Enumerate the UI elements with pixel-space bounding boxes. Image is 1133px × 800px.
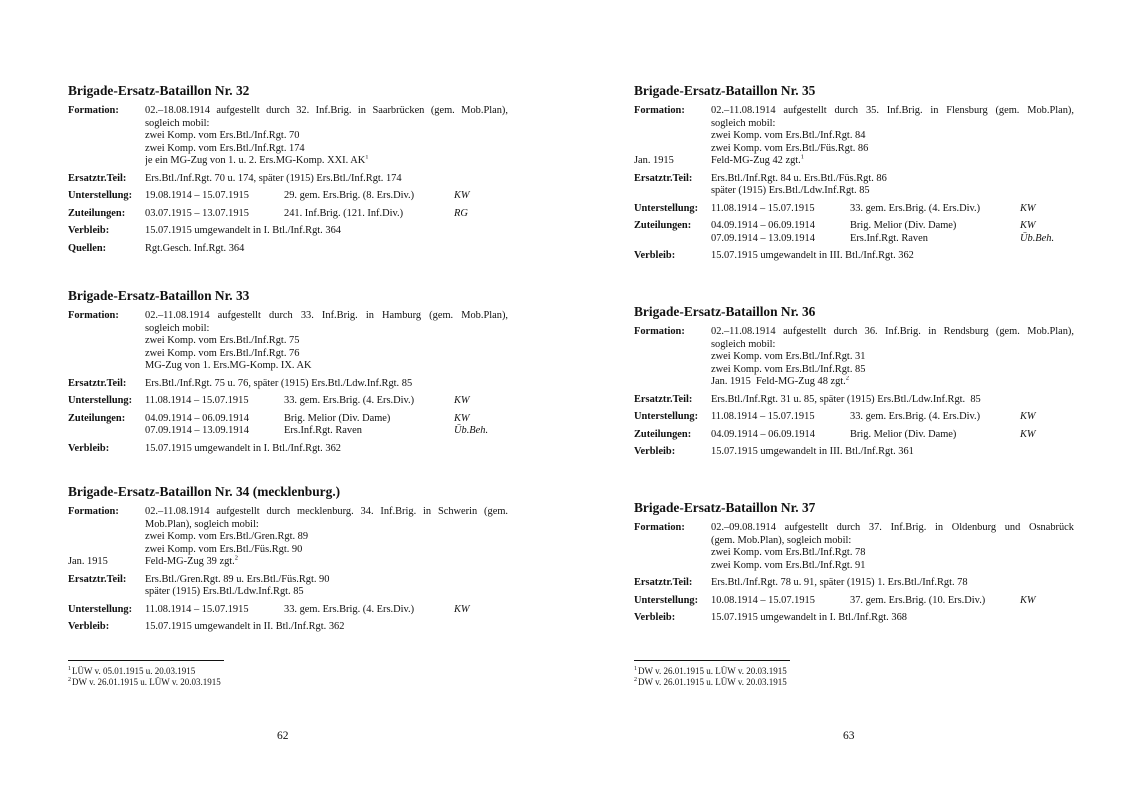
ersatz-line: Ers.Btl./Inf.Rgt. 31 u. 85, später (1915) Ers.Btl./Ldw.Inf.Rgt. 85 — [711, 393, 981, 405]
zuteilungen-row — [68, 413, 508, 438]
footnote-number: 2 — [68, 677, 71, 683]
entry-period: 11.08.1914 – 15.07.1915 — [145, 603, 249, 615]
field-label: Formation: — [634, 326, 685, 337]
ersatz-row — [68, 173, 508, 186]
field-label: Ersatztr.Teil: — [634, 577, 693, 588]
verbleib-text: 15.07.1915 umgewandelt in II. Btl./Inf.Rgt. 362 — [145, 621, 345, 632]
field-label: Unterstellung: — [634, 411, 699, 422]
footnote-ref: 1 — [365, 155, 369, 161]
footnote-text: DW v. 26.01.1915 u. LÜW v. 20.03.1915 — [638, 677, 787, 687]
quellen-row — [68, 243, 508, 256]
entry-period: 11.08.1914 – 15.07.1915 — [711, 202, 815, 214]
formation-line: 02.–11.08.1914 aufgestellt durch 36. Inf.Brig. in Rendsburg (gem. Mob.Plan), — [711, 326, 1074, 337]
verbleib-text: 15.07.1915 umgewandelt in I. Btl./Inf.Rgt. 368 — [711, 612, 907, 623]
footnote — [634, 666, 787, 677]
page-left — [68, 0, 508, 800]
footnote-number: 2 — [634, 677, 637, 683]
formation-line: zwei Komp. vom Ers.Btl./Inf.Rgt. 85 — [711, 363, 866, 375]
formation-row — [68, 310, 508, 373]
formation-line — [711, 376, 1074, 389]
unit-section — [68, 483, 508, 634]
field-label: Verbleib: — [634, 612, 676, 623]
formation-line: (gem. Mob.Plan), sogleich mobil: — [711, 534, 852, 546]
verbleib-row — [634, 446, 1074, 459]
formation-row — [68, 506, 508, 556]
zuteilungen-row — [634, 429, 1074, 442]
verbleib-text: 15.07.1915 umgewandelt in III. Btl./Inf.Rgt. 362 — [711, 250, 914, 261]
formation-row — [634, 326, 1074, 389]
ersatz-row — [634, 173, 1074, 198]
entry — [711, 411, 1074, 424]
entry-desc: 29. gem. Ers.Brig. (8. Ers.Div.) — [284, 190, 415, 201]
entry-period: 04.09.1914 – 06.09.1914 — [711, 220, 815, 231]
ersatz-row — [634, 394, 1074, 407]
footnote-ref: 1 — [800, 153, 805, 161]
unit-title: Brigade-Ersatz-Bataillon Nr. 35 — [634, 83, 816, 98]
entry-period: 04.09.1914 – 06.09.1914 — [711, 428, 815, 440]
field-label: Verbleib: — [68, 225, 110, 236]
page-number: 63 — [843, 730, 855, 742]
formation-line: 02.–11.08.1914 aufgestellt durch 33. Inf.Brig. in Hamburg (gem. Mob.Plan), — [145, 310, 508, 321]
entry-source: Üb.Beh. — [454, 425, 489, 436]
unit-section — [634, 82, 1074, 263]
field-label: Ersatztr.Teil: — [68, 172, 127, 184]
formation-row — [634, 105, 1074, 155]
field-label: Verbleib: — [68, 621, 110, 632]
entry-source: KW — [1020, 428, 1036, 440]
footnote-rule — [634, 660, 790, 661]
formation-line — [145, 155, 508, 168]
ersatz-line: Ers.Btl./Gren.Rgt. 89 u. Ers.Btl./Füs.Rgt. 90 — [145, 573, 330, 585]
field-label: Ersatztr.Teil: — [68, 377, 127, 389]
field-label: Formation: — [634, 522, 685, 533]
unit-title: Brigade-Ersatz-Bataillon Nr. 36 — [634, 304, 816, 319]
formation-line: 02.–11.08.1914 aufgestellt durch mecklenburg. 34. Inf.Brig. in Schwerin (gem. — [145, 506, 508, 517]
entry-desc: Brig. Melior (Div. Dame) — [284, 412, 391, 424]
page-right — [634, 0, 1074, 800]
footnote-text: LÜW v. 05.01.1915 u. 20.03.1915 — [72, 666, 196, 676]
entry-period: 11.08.1914 – 15.07.1915 — [145, 395, 249, 406]
formation-line: sogleich mobil: — [145, 322, 210, 334]
note-text: Feld-MG-Zug 39 zgt. — [145, 556, 235, 567]
ersatz-line: Ers.Btl./Inf.Rgt. 84 u. Ers.Btl./Füs.Rgt. 86 — [711, 172, 887, 184]
entry — [145, 604, 508, 617]
entry-period: 11.08.1914 – 15.07.1915 — [711, 411, 815, 422]
entry-source: KW — [1020, 202, 1036, 214]
ersatz-line: später (1915) Ers.Btl./Ldw.Inf.Rgt. 85 — [145, 586, 304, 597]
verbleib-text: 15.07.1915 umgewandelt in I. Btl./Inf.Rgt. 362 — [145, 442, 341, 454]
entry-desc: 241. Inf.Brig. (121. Inf.Div.) — [284, 207, 404, 219]
entry-desc: Ers.Inf.Rgt. Raven — [850, 232, 928, 244]
ersatz-line: Ers.Btl./Inf.Rgt. 70 u. 174, später (1915) Ers.Btl./Inf.Rgt. 174 — [145, 172, 402, 184]
formation-line: zwei Komp. vom Ers.Btl./Inf.Rgt. 76 — [145, 347, 300, 359]
footnotes — [634, 666, 787, 688]
field-label: Unterstellung: — [634, 594, 699, 606]
unit-title: Brigade-Ersatz-Bataillon Nr. 33 — [68, 288, 250, 303]
field-label: Unterstellung: — [68, 190, 133, 201]
verbleib-text: 15.07.1915 umgewandelt in I. Btl./Inf.Rgt. 364 — [145, 225, 341, 236]
formation-note — [68, 556, 508, 569]
entry-period: 03.07.1915 – 13.07.1915 — [145, 207, 249, 219]
verbleib-row — [634, 612, 1074, 625]
entry — [711, 429, 1074, 442]
entry-desc: 37. gem. Ers.Brig. (10. Ers.Div.) — [850, 594, 986, 606]
formation-line: zwei Komp. vom Ers.Btl./Gren.Rgt. 89 — [145, 531, 309, 542]
entry-source: KW — [454, 412, 470, 424]
entry-source: Üb.Beh. — [1020, 232, 1055, 244]
field-label: Ersatztr.Teil: — [634, 172, 693, 184]
field-label: Formation: — [634, 105, 685, 116]
field-label: Zuteilungen: — [68, 207, 126, 219]
field-label: Formation: — [68, 310, 119, 321]
entry-source: KW — [454, 395, 470, 406]
footnote-text: DW v. 26.01.1915 u. LÜW v. 20.03.1915 — [72, 677, 221, 687]
formation-line: sogleich mobil: — [711, 117, 776, 129]
field-label: Zuteilungen: — [634, 428, 692, 440]
entry — [711, 595, 1074, 608]
formation-line: zwei Komp. vom Ers.Btl./Inf.Rgt. 84 — [711, 130, 866, 141]
entry — [711, 203, 1074, 216]
entry-period: 07.09.1914 – 13.09.1914 — [145, 425, 249, 436]
entry-desc: Brig. Melior (Div. Dame) — [850, 428, 957, 440]
verbleib-row — [68, 443, 508, 456]
entry-source: KW — [1020, 220, 1036, 231]
footnote-number: 1 — [634, 666, 637, 672]
entry-desc: 33. gem. Ers.Brig. (4. Ers.Div.) — [850, 411, 981, 422]
zuteilungen-row — [68, 208, 508, 221]
footnote — [68, 666, 221, 677]
footnote — [68, 677, 221, 688]
formation-line-text: je ein MG-Zug von 1. u. 2. Ers.MG-Komp. XXI. AK — [145, 155, 366, 166]
footnote-text: DW v. 26.01.1915 u. LÜW v. 20.03.1915 — [638, 666, 787, 676]
field-label: Ersatztr.Teil: — [634, 393, 693, 405]
formation-line: zwei Komp. vom Ers.Btl./Inf.Rgt. 31 — [711, 351, 866, 362]
verbleib-row — [68, 225, 508, 238]
formation-line: sogleich mobil: — [145, 117, 210, 129]
field-label: Unterstellung: — [68, 603, 133, 615]
entry — [711, 220, 1074, 233]
formation-line: zwei Komp. vom Ers.Btl./Füs.Rgt. 90 — [145, 543, 303, 555]
formation-line: 02.–11.08.1914 aufgestellt durch 35. Inf.Brig. in Flensburg (gem. Mob.Plan), — [711, 105, 1074, 116]
unit-section — [68, 287, 508, 455]
ersatz-row — [68, 574, 508, 599]
entry-desc: Brig. Melior (Div. Dame) — [850, 220, 957, 231]
field-label: Verbleib: — [634, 250, 676, 261]
formation-note — [634, 155, 1074, 168]
entry-desc: 33. gem. Ers.Brig. (4. Ers.Div.) — [850, 202, 981, 214]
field-label: Verbleib: — [68, 442, 110, 454]
formation-row — [634, 522, 1074, 572]
field-label: Unterstellung: — [68, 395, 133, 406]
entry-source: KW — [454, 603, 470, 615]
field-label: Ersatztr.Teil: — [68, 573, 127, 585]
formation-line: zwei Komp. vom Ers.Btl./Füs.Rgt. 86 — [711, 142, 869, 154]
field-label: Unterstellung: — [634, 202, 699, 214]
formation-line: Mob.Plan), sogleich mobil: — [145, 518, 259, 530]
footnote — [634, 677, 787, 688]
ersatz-line: später (1915) Ers.Btl./Ldw.Inf.Rgt. 85 — [711, 185, 870, 196]
entry — [711, 233, 1074, 246]
entry-period: 04.09.1914 – 06.09.1914 — [145, 412, 249, 424]
footnote-number: 1 — [68, 666, 71, 672]
entry-desc: 33. gem. Ers.Brig. (4. Ers.Div.) — [284, 603, 415, 615]
field-label: Formation: — [68, 506, 119, 517]
page-number: 62 — [277, 730, 289, 742]
formation-line: sogleich mobil: — [711, 338, 776, 350]
unterstellung-row — [634, 411, 1074, 424]
entry — [145, 190, 508, 203]
formation-line: zwei Komp. vom Ers.Btl./Inf.Rgt. 70 — [145, 130, 300, 141]
unterstellung-row — [68, 604, 508, 617]
entry — [145, 425, 508, 438]
formation-row — [68, 105, 508, 168]
unit-title: Brigade-Ersatz-Bataillon Nr. 32 — [68, 83, 250, 98]
field-label: Zuteilungen: — [634, 220, 692, 231]
entry-period: 10.08.1914 – 15.07.1915 — [711, 594, 815, 606]
ersatz-line: Ers.Btl./Inf.Rgt. 78 u. 91, später (1915) 1. Ers.Btl./Inf.Rgt. 78 — [711, 577, 968, 588]
entry-desc: 33. gem. Ers.Brig. (4. Ers.Div.) — [284, 395, 415, 406]
entry-source: KW — [454, 190, 470, 201]
field-label: Quellen: — [68, 242, 107, 254]
footnote-ref: 2 — [234, 554, 239, 562]
note-text: Feld-MG-Zug 42 zgt. — [711, 155, 801, 166]
unterstellung-row — [634, 595, 1074, 608]
entry-period: 07.09.1914 – 13.09.1914 — [711, 232, 815, 244]
ersatz-row — [68, 378, 508, 391]
ersatz-row — [634, 577, 1074, 590]
verbleib-row — [68, 621, 508, 634]
entry — [145, 395, 508, 408]
formation-line: zwei Komp. vom Ers.Btl./Inf.Rgt. 78 — [711, 547, 866, 558]
footnote-rule — [68, 660, 224, 661]
unterstellung-row — [68, 190, 508, 203]
entry-source: KW — [1020, 411, 1036, 422]
quellen-text: Rgt.Gesch. Inf.Rgt. 364 — [145, 242, 245, 254]
unit-title: Brigade-Ersatz-Bataillon Nr. 34 (mecklenburg.) — [68, 484, 341, 499]
entry-source: KW — [1020, 594, 1036, 606]
formation-line-text: Jan. 1915 Feld-MG-Zug 48 zgt. — [711, 376, 846, 387]
footnotes — [68, 666, 221, 688]
ersatz-line: Ers.Btl./Inf.Rgt. 75 u. 76, später (1915) Ers.Btl./Ldw.Inf.Rgt. 85 — [145, 377, 413, 389]
unit-section — [634, 303, 1074, 459]
entry — [145, 413, 508, 426]
formation-line: 02.–09.08.1914 aufgestellt durch 37. Inf.Brig. in Oldenburg und Osnabrück — [711, 522, 1074, 533]
field-label: Verbleib: — [634, 446, 676, 457]
entry-source: RG — [454, 207, 468, 219]
formation-line: 02.–18.08.1914 aufgestellt durch 32. Inf.Brig. in Saarbrücken (gem. Mob.Plan), — [145, 105, 508, 116]
field-label: Formation: — [68, 105, 119, 116]
formation-line: zwei Komp. vom Ers.Btl./Inf.Rgt. 75 — [145, 335, 300, 346]
unterstellung-row — [634, 203, 1074, 216]
formation-line: zwei Komp. vom Ers.Btl./Inf.Rgt. 174 — [145, 142, 305, 154]
note-date: Jan. 1915 — [68, 556, 108, 567]
entry — [145, 208, 508, 221]
unit-section — [68, 82, 508, 255]
formation-line: zwei Komp. vom Ers.Btl./Inf.Rgt. 91 — [711, 559, 866, 571]
verbleib-row — [634, 250, 1074, 263]
unterstellung-row — [68, 395, 508, 408]
formation-line: MG-Zug von 1. Ers.MG-Komp. IX. AK — [145, 360, 312, 371]
zuteilungen-row — [634, 220, 1074, 245]
entry-desc: Ers.Inf.Rgt. Raven — [284, 425, 362, 436]
note-date: Jan. 1915 — [634, 155, 674, 166]
field-label: Zuteilungen: — [68, 412, 126, 424]
unit-section — [634, 499, 1074, 625]
footnote-ref: 2 — [845, 376, 850, 382]
verbleib-text: 15.07.1915 umgewandelt in III. Btl./Inf.Rgt. 361 — [711, 446, 914, 457]
entry-period: 19.08.1914 – 15.07.1915 — [145, 190, 249, 201]
unit-title: Brigade-Ersatz-Bataillon Nr. 37 — [634, 500, 816, 515]
